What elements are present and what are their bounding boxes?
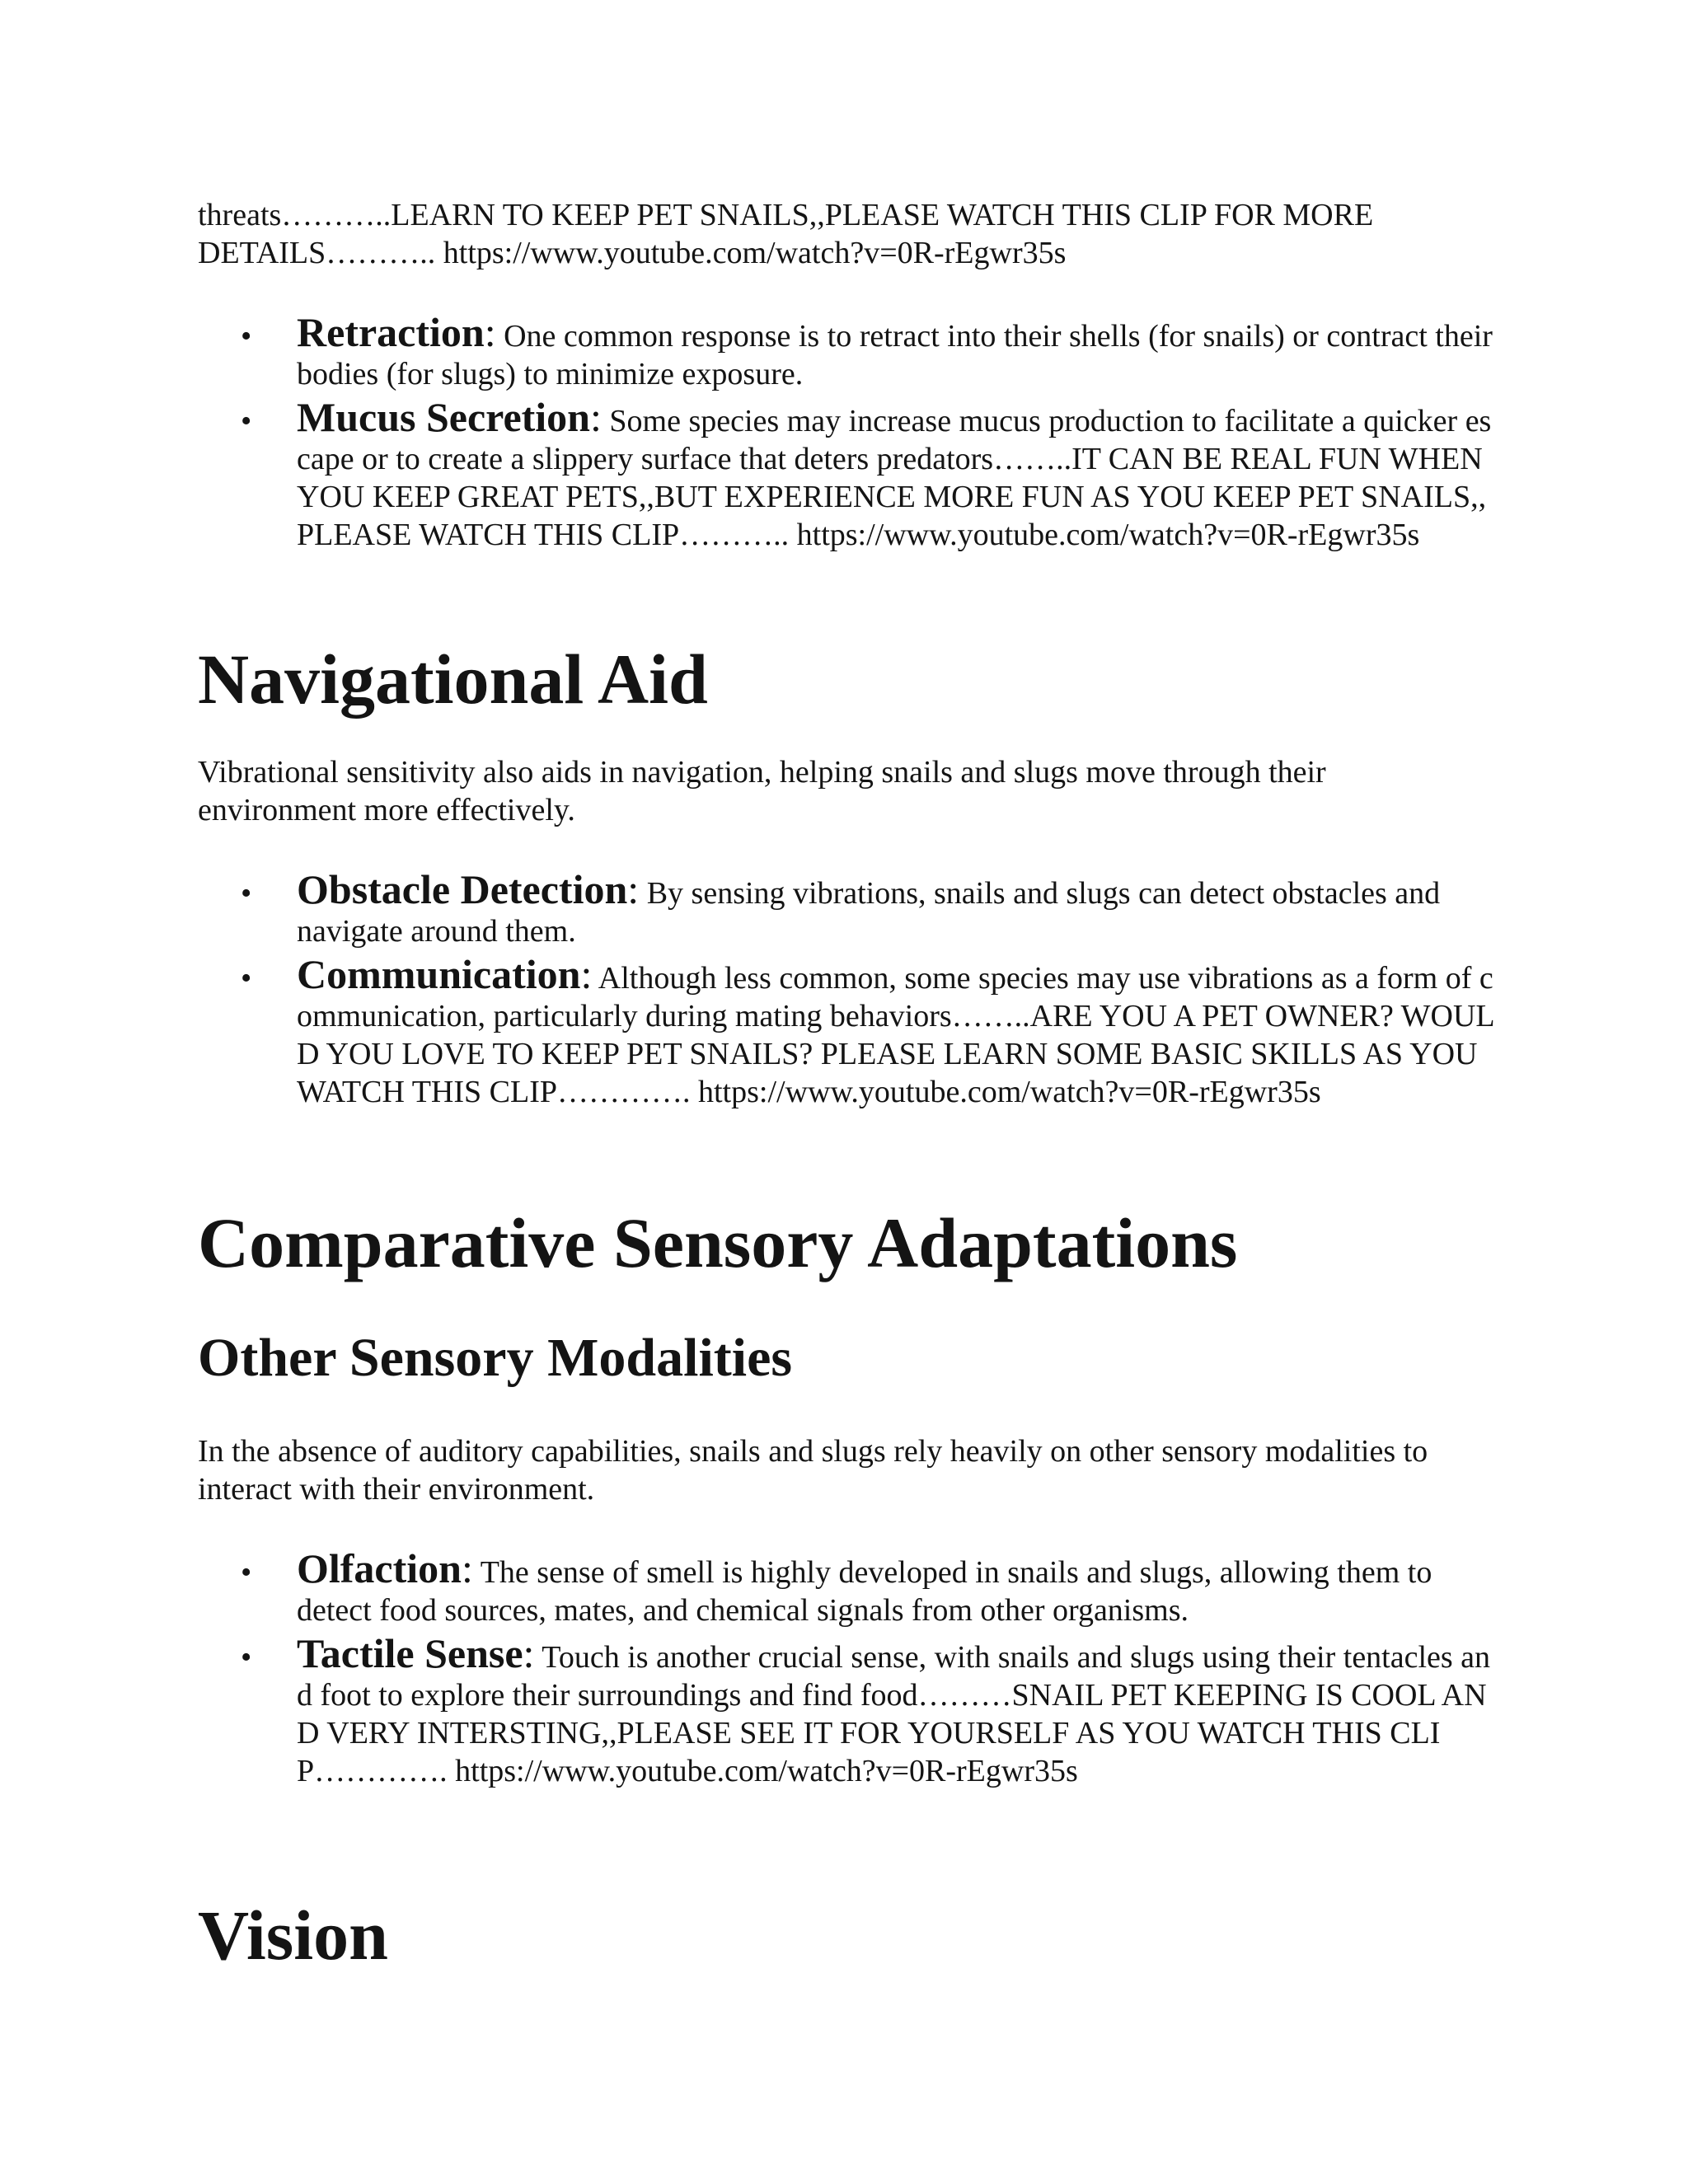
colon: : — [523, 1630, 535, 1676]
bullet-icon: • — [241, 876, 252, 911]
term-label: Obstacle Detection — [297, 866, 628, 912]
bullet-icon: • — [241, 404, 252, 438]
navigational-paragraph: Vibrational sensitivity also aids in navigation, helping snails and slugs move through their environment more effectively. — [198, 755, 1326, 827]
item-text: The sense of smell is highly developed in snails and slugs, allowing them to detect food sources, mates, and chemical signals from other organisms. — [297, 1555, 1432, 1628]
term-label: Communication — [297, 951, 581, 997]
colon: : — [627, 866, 640, 912]
heading-comparative-sensory-adaptations: Comparative Sensory Adaptations — [198, 1203, 1238, 1282]
bullet-icon: • — [241, 961, 252, 996]
heading-navigational-aid: Navigational Aid — [198, 640, 708, 719]
item-text: By sensing vibrations, snails and slugs can detect obstacles and navigate around them. — [297, 876, 1441, 949]
colon: : — [461, 1545, 473, 1591]
colon: : — [580, 951, 593, 997]
navigational-list — [198, 866, 1500, 1111]
response-list — [198, 309, 1500, 554]
bullet-icon: • — [241, 319, 252, 354]
intro-paragraph: threats………..LEARN TO KEEP PET SNAILS,,PLEASE WATCH THIS CLIP FOR MORE DETAILS……….. https://www.youtube.com/watch?v=0R-rEgwr35s — [198, 198, 1374, 270]
bullet-icon: • — [241, 1640, 252, 1675]
term-label: Mucus Secretion — [297, 394, 590, 440]
bullet-icon: • — [241, 1555, 252, 1590]
item-text: Touch is another crucial sense, with snails and slugs using their tentacles and foot to explore their surroundings and find food………SNAIL PET KEEPING IS COOL AND VERY INTERSTING,,PLEASE SEE IT FOR YOURSELF AS YOU WATCH THIS CLIP…………. https://www.youtube.com/watch?v=0R-rEgwr35s — [297, 1640, 1491, 1788]
list-item-communication — [198, 951, 1500, 1111]
list-item-mucus-secretion — [198, 394, 1500, 554]
list-item-olfaction — [198, 1545, 1500, 1629]
subheading-other-sensory-modalities: Other Sensory Modalities — [198, 1328, 793, 1388]
term-label: Tactile Sense — [297, 1630, 523, 1676]
item-text: One common response is to retract into their shells (for snails) or contract their bodies (for slugs) to minimize exposure. — [297, 319, 1493, 391]
list-item-tactile-sense — [198, 1630, 1500, 1790]
list-item-retraction — [198, 309, 1500, 393]
colon: : — [484, 309, 496, 355]
comparative-paragraph: In the absence of auditory capabilities, snails and slugs rely heavily on other sensory modalities to interact with their environment. — [198, 1434, 1428, 1507]
item-text: Some species may increase mucus production to facilitate a quicker escape or to create a slippery surface that deters predators……..IT CAN BE REAL FUN WHEN YOU KEEP GREAT PETS,,BUT EXPERIENCE MORE FUN AS YOU KEEP PET SNAILS,,PLEASE WATCH THIS CLIP……….. https://www.youtube.com/watch?v=0R-rEgwr35s — [297, 404, 1492, 552]
comparative-list — [198, 1545, 1500, 1790]
heading-vision: Vision — [198, 1896, 388, 1975]
term-label: Retraction — [297, 309, 485, 355]
colon: : — [589, 394, 602, 440]
item-text: Although less common, some species may use vibrations as a form of communication, particularly during mating behaviors……..ARE YOU A PET OWNER? WOULD YOU LOVE TO KEEP PET SNAILS? PLEASE LEARN SOME BASIC SKILLS AS YOU WATCH THIS CLIP…………. https://www.youtube.com/watch?v=0R-rEgwr35s — [297, 961, 1495, 1109]
list-item-obstacle-detection — [198, 866, 1500, 950]
term-label: Olfaction — [297, 1545, 462, 1591]
